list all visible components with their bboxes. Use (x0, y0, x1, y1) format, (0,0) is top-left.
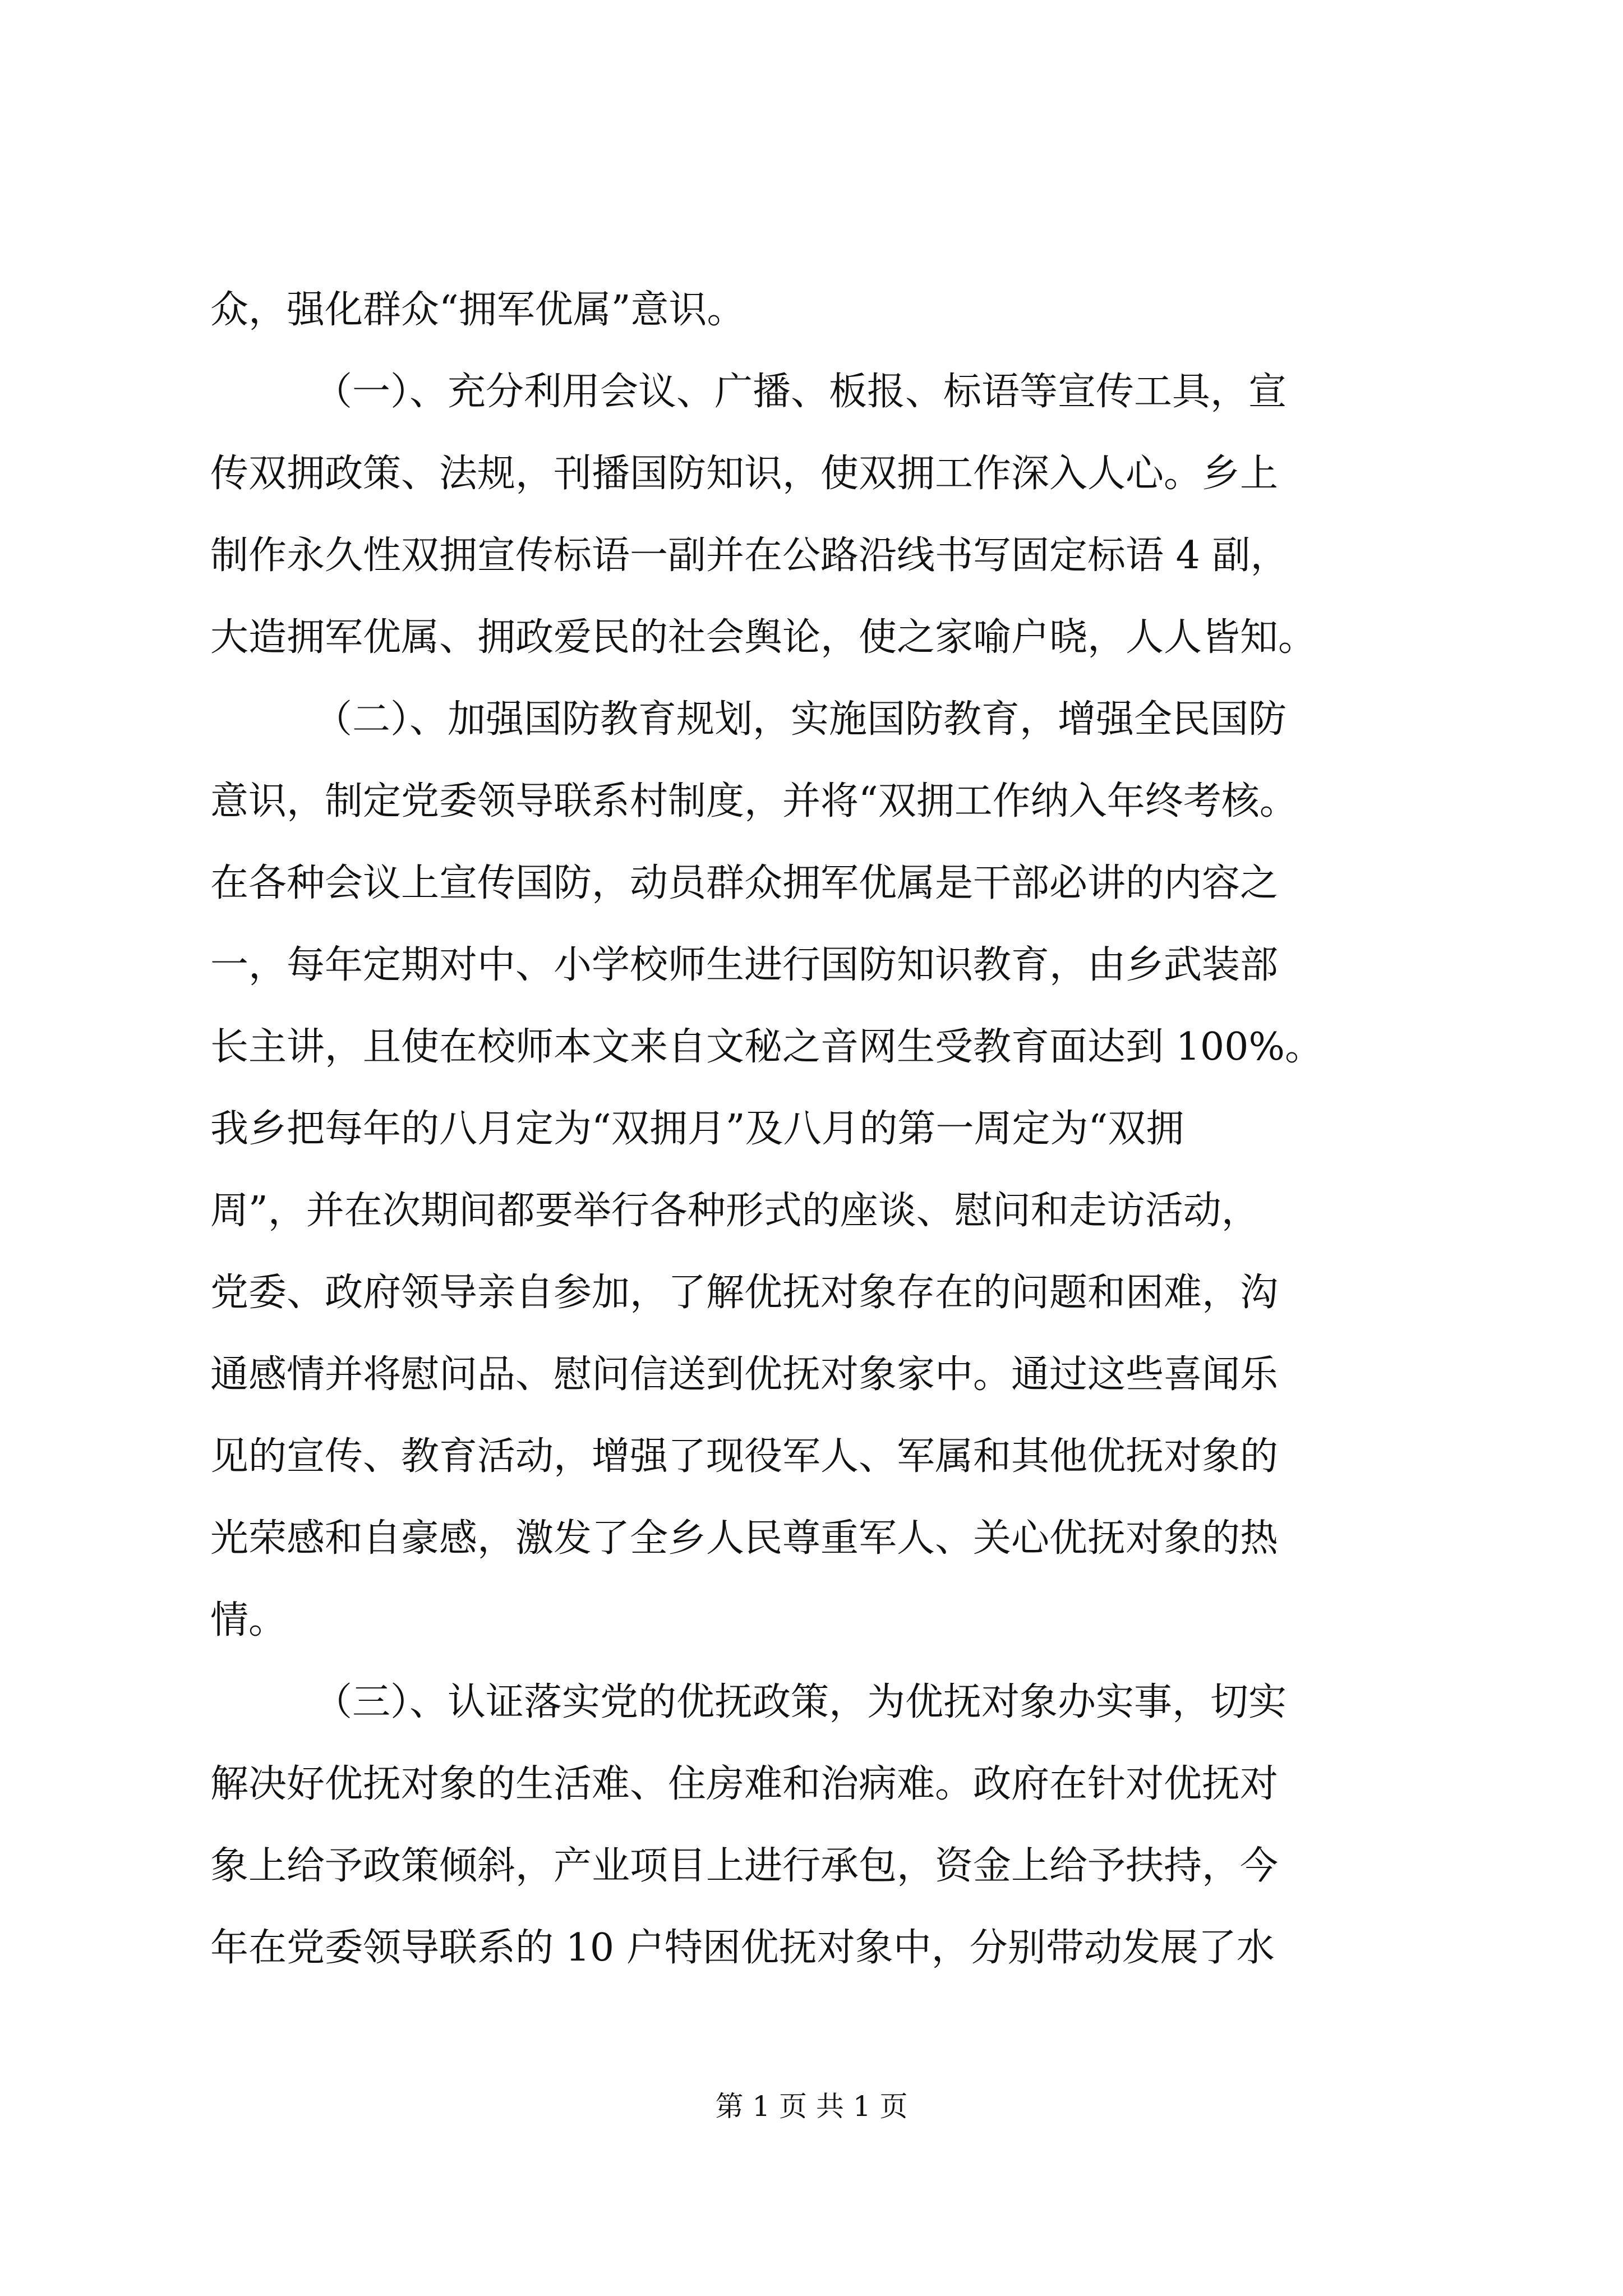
text-line: 制作永久性双拥宣传标语一副并在公路沿线书写固定标语 4 副， (210, 533, 1289, 578)
text-line: 解决好优抚对象的生活难、住房难和治病难。政府在针对优抚对 (210, 1762, 1279, 1806)
text-line: 长主讲，且使在校师本文来自文秘之音网生受教育面达到 100%。 (210, 1025, 1324, 1069)
text-line: 年在党委领导联系的 10 户特困优抚对象中，分别带动发展了水 (210, 1926, 1275, 1970)
paragraph-1-first-line: （一）、充分利用会议、广播、板报、标语等宣传工具，宣 (314, 370, 1287, 414)
text-line: 大造拥军优属、拥政爱民的社会舆论，使之家喻户晓，人人皆知。 (210, 615, 1317, 660)
text-line: 意识，制定党委领导联系村制度，并将“双拥工作纳入年终考核。 (210, 779, 1298, 823)
text-line: 光荣感和自豪感，激发了全乡人民尊重军人、关心优抚对象的热 (210, 1516, 1279, 1561)
text-line: 象上给予政策倾斜，产业项目上进行承包，资金上给予扶持，今 (210, 1844, 1279, 1888)
text-line: 周”，并在次期间都要举行各种形式的座谈、慰问和走访活动， (210, 1189, 1260, 1233)
text-line: 见的宣传、教育活动，增强了现役军人、军属和其他优抚对象的 (210, 1434, 1279, 1479)
text-line: 通感情并将慰问品、慰问信送到优抚对象家中。通过这些喜闻乐 (210, 1352, 1279, 1397)
paragraph-2-first-line: （二）、加强国防教育规划，实施国防教育，增强全民国防 (314, 697, 1287, 742)
text-line: 我乡把每年的八月定为“双拥月”及八月的第一周定为“双拥 (210, 1107, 1184, 1151)
paragraph-3-first-line: （三）、认证落实党的优抚政策，为优抚对象办实事，切实 (314, 1680, 1287, 1724)
text-line: 情。 (210, 1598, 287, 1642)
text-line: 传双拥政策、法规，刊播国防知识，使双拥工作深入人心。乡上 (210, 452, 1279, 496)
text-line: 在各种会议上宣传国防，动员群众拥军优属是干部必讲的内容之 (210, 861, 1279, 905)
body-text (210, 269, 1413, 1989)
text-line: 众，强化群众“拥军优属”意识。 (210, 288, 745, 332)
text-line: 一，每年定期对中、小学校师生进行国防知识教育，由乡武装部 (210, 943, 1279, 987)
text-line: 党委、政府领导亲自参加，了解优抚对象存在的问题和困难，沟 (210, 1271, 1279, 1315)
page-footer: 第 1 页 共 1 页 (715, 2090, 908, 2123)
